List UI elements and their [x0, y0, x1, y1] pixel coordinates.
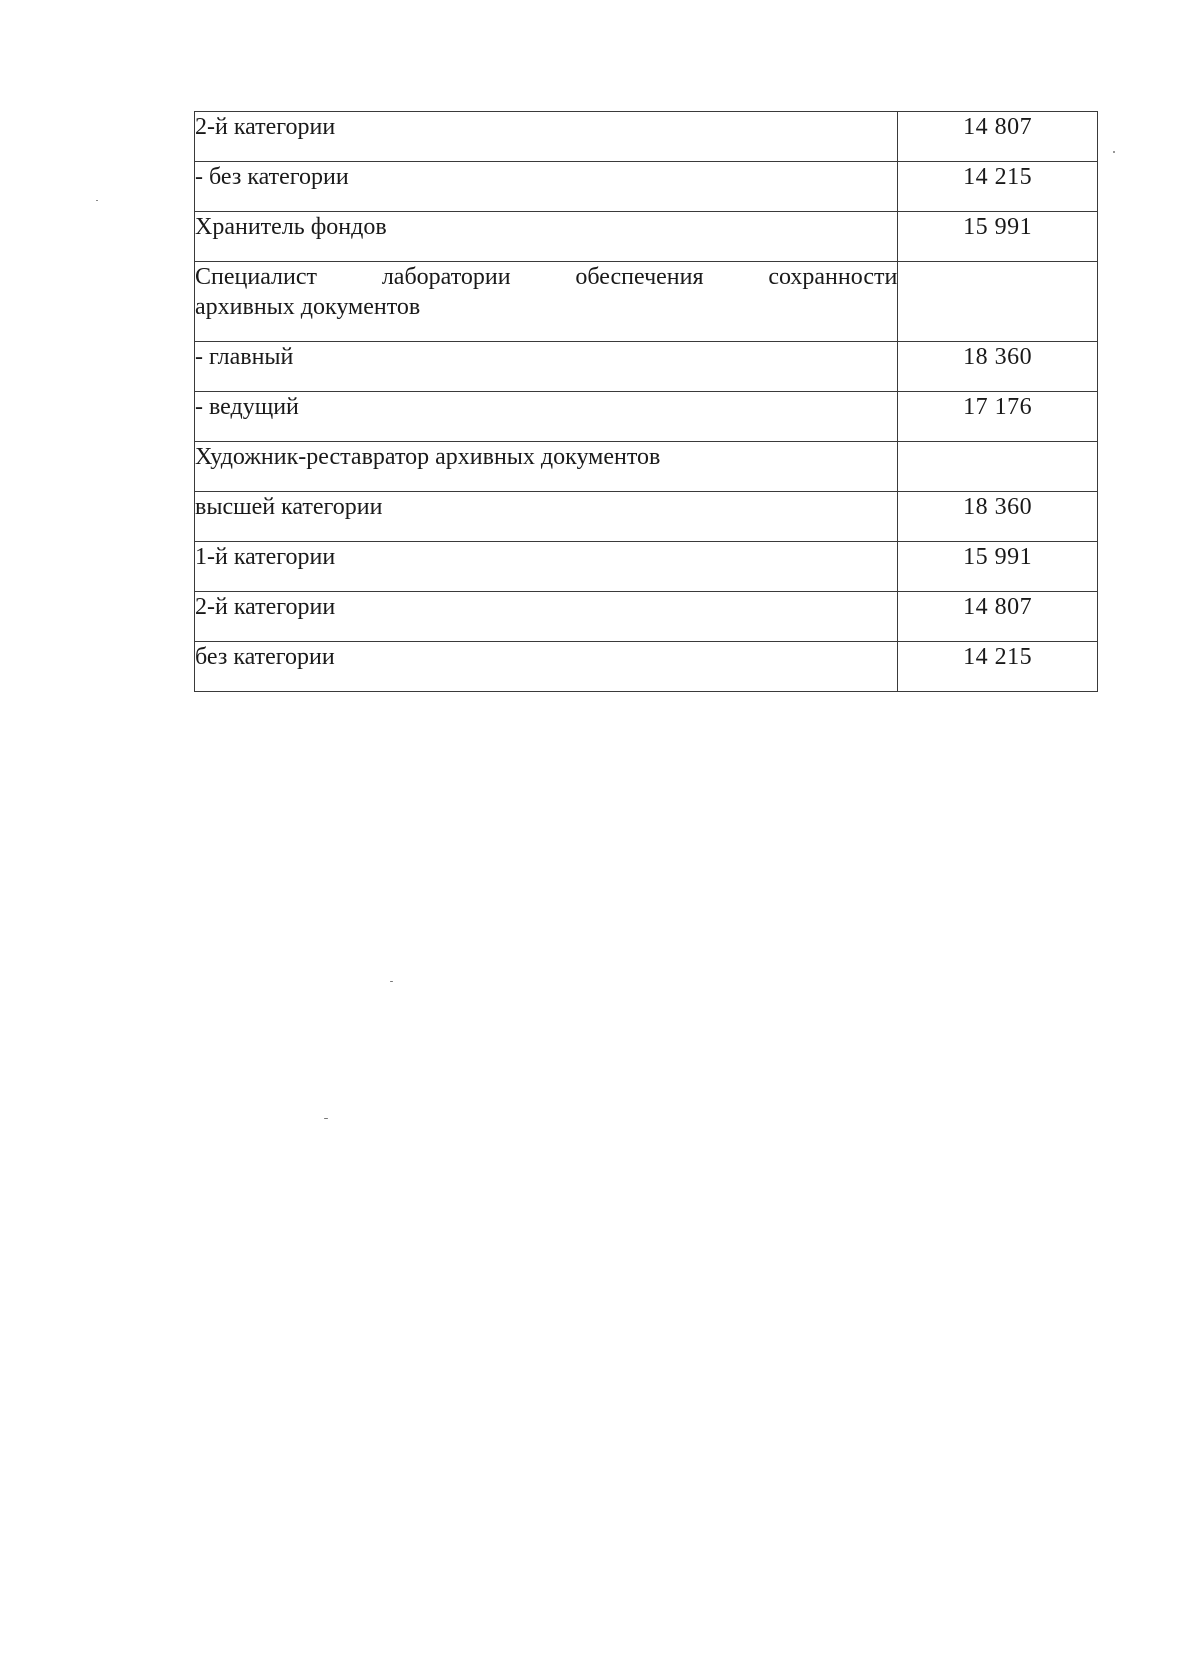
table-row — [195, 262, 1098, 342]
salary-value: 15 991 — [898, 542, 1098, 592]
position-name: 2-й категории — [195, 592, 898, 642]
table-row — [195, 162, 1098, 212]
table-row — [195, 542, 1098, 592]
scan-speck — [96, 200, 98, 201]
salary-value — [898, 442, 1098, 492]
position-name-line-2: архивных документов — [195, 294, 421, 320]
table-row — [195, 592, 1098, 642]
table-row — [195, 442, 1098, 492]
position-name-multiline — [195, 262, 898, 342]
salary-value: 17 176 — [898, 392, 1098, 442]
position-name: высшей категории — [195, 492, 898, 542]
salary-value: 14 215 — [898, 642, 1098, 692]
position-name: Художник-реставратор архивных документов — [195, 442, 898, 492]
table-row — [195, 342, 1098, 392]
salary-value: 18 360 — [898, 492, 1098, 542]
scan-speck — [390, 981, 393, 982]
salary-value: 14 807 — [898, 592, 1098, 642]
word: лаборатории — [381, 264, 511, 290]
word: сохранности — [768, 264, 898, 290]
scan-speck — [1113, 151, 1115, 153]
table-row — [195, 492, 1098, 542]
position-name: - главный — [195, 342, 898, 392]
position-name: без категории — [195, 642, 898, 692]
table-row — [195, 642, 1098, 692]
salary-table — [194, 111, 1098, 692]
position-name: - ведущий — [195, 392, 898, 442]
table-row — [195, 112, 1098, 162]
word: Специалист — [195, 264, 318, 290]
table-row — [195, 212, 1098, 262]
salary-value: 15 991 — [898, 212, 1098, 262]
salary-value: 14 215 — [898, 162, 1098, 212]
salary-value: 14 807 — [898, 112, 1098, 162]
position-name: 1-й категории — [195, 542, 898, 592]
salary-value: 18 360 — [898, 342, 1098, 392]
position-name-line-1 — [195, 262, 897, 292]
scan-speck — [324, 1118, 328, 1119]
position-name: - без категории — [195, 162, 898, 212]
salary-value — [898, 262, 1098, 342]
position-name: Хранитель фондов — [195, 212, 898, 262]
word: обеспечения — [575, 264, 704, 290]
table-row — [195, 392, 1098, 442]
position-name: 2-й категории — [195, 112, 898, 162]
